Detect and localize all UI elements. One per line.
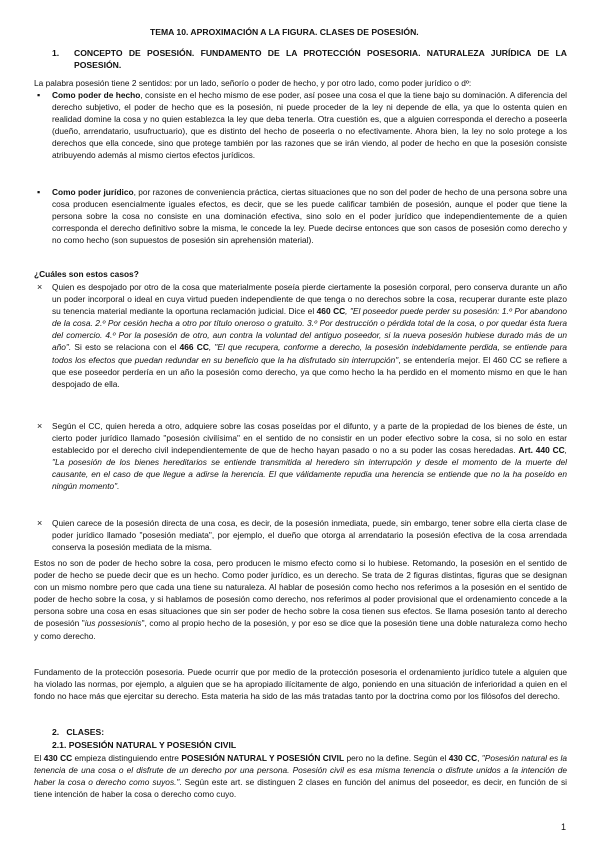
cases-heading: ¿Cuáles son estos casos? [34,269,139,279]
section-2-heading [52,727,104,737]
bullet-1-text: , consiste en el hecho mismo de ese poder, así posee una cosa el que la tiene bajo su dominación. A diferencia del derecho subjetivo, el poder de hecho que es la posesión, ni puede proceder de la ley ni depende de ella, ya que lo ostenta quien en realidad domine la cosa y no quien establezca la ley que deba tenerla. Otra cuestión es, que a alguien corresponda el derecho a poseerla (dueño, arrendatario, usufructuario), que es distinto del hecho de poseerla o no efectivamente. Ahora bien, la ley no solo protege a los derechos que ella concede, sino que protege también por las razones que se irán viendo, al poder de hecho en que la posesión consiste atribuyendo además al mismo ciertos efectos jurídicos. [52,90,567,161]
article-quote: , "El que recupera, conforme a derecho, la posesión indebidamente perdida, se entiende para todos los efectos que puedan redundar en su beneficio que la ha disfrutado sin interrupción" [52,342,567,365]
paragraph-text: El [34,753,44,763]
case-posesion-mediata: Quien carece de la posesión directa de una cosa, es decir, de la posesión inmediata, puede, sin embargo, tener sobre ella cierta clase de poder jurídico llamado "posesión mediata", por ejemplo, el dueño que otorga al arrendatario la posesión efectiva de la cosa arrendada conserva la posesión mediata de la misma. [52,518,567,553]
article-quote: , "El poseedor puede perder su posesión: 1.º Por abandono de la cosa. 2.º Por cesión hecha a otro por título oneroso o gratuito. 3.º Por destrucción o pérdida total de la cosa, o por quedar ésta fuera del comercio. 4.º Por la posesión de otro, aun contra la voluntad del antiguo poseedor, si la nueva posesión hubiese durado más de un año". [52,306,567,353]
cross-bullet-icon: × [37,282,43,292]
bullet-poder-juridico [52,186,567,246]
section-1-heading [52,47,567,71]
paragraph-text: empieza distinguiendo entre [72,753,182,763]
latin-term: ius possesionis [84,618,142,629]
case-herencia [52,420,567,493]
paragraph-text: pero no la define. Según el [344,753,449,763]
paragraph-posesion-civil [34,752,567,800]
article-ref: Art. 440 CC [518,445,565,456]
article-ref: 466 CC [179,342,209,353]
case-1-text: Quien es despojado por otro de la cosa que materialmente poseía pierde ciertamente la posesión corporal, pero conserva durante un año un poder incorporal o ideal en cuya virtud pueden independiente de que tenga o no derechos sobre la cosa, recuperar durante este plazo su tenencia material mediante la oportuna reclamación judicial. Dice el [52,282,567,317]
case-despojo [52,281,567,390]
section-2-number: 2. [52,727,60,737]
section-2-1-heading: 2.1. POSESIÓN NATURAL Y POSESIÓN CIVIL [52,740,237,750]
bullet-2-term: Como poder jurídico [52,187,134,197]
page-number: 1 [561,822,567,832]
paragraph-text: ", como al propio hecho de la posesión, y por eso se dice que la posesión tiene una doble naturaleza como hecho y como derecho. [34,618,567,641]
section-1-number: 1. [52,48,60,58]
section-1-title: CONCEPTO DE POSESIÓN. FUNDAMENTO DE LA PROTECCIÓN POSESORIA. NATURALEZA JURÍDICA DE LA POSESIÓN. [74,48,567,70]
article-ref: 430 CC [43,753,73,763]
case-1-text: Si esto se relaciona con el [71,342,180,353]
bullet-1-term: Como poder de hecho [52,90,141,100]
article-ref: 460 CC [316,306,346,317]
key-term: POSESIÓN NATURAL Y POSESIÓN CIVIL [181,753,345,763]
paragraph-text: Estos no son de poder de hecho sobre la cosa, pero producen le mismo efecto como si lo hubiese. Retomando, la posesión en el sentido de poder de hecho se puede decir que es un hecho. Como poder jurídico, es un derecho. Se trata de 2 figuras distintas, figuras que se designan con un mismo nombre pero que cada una tiene su naturaleza. Al hablar de posesión como hecho nos referimos a la posesión en el sentido de poder de hecho sobre la cosa, y si hablamos de posesión como derecho, nos referimos al poder provisional que el ordenamiento concede a la persona sobre una cosa en esas situaciones que sin ser poder de hecho sobre la cosa tienen sus efectos. Se llama posesión tanto al derecho de posesión " [34,558,567,629]
case-2-text: Según el CC, quien hereda a otro, adquiere sobre las cosas poseídas por el difunto, y a parte de la propiedad de los bienes de éste, un cierto poder jurídico llamado "posesión civilísima" en el sentido de no consistir en un poder efectivo sobre la cosa, si no solo en estar establecido por el derecho civil independientemente de que de hecho hayan pasado o no a su poder las cosas heredadas. [52,421,567,456]
cross-bullet-icon: × [37,518,43,528]
paragraph-fundamento: Fundamento de la protección posesoria. Puede ocurrir que por medio de la protección posesoria el ordenamiento jurídico tutele a alguien que ha violado las normas, por ejemplo, a alguien que se ha apropiado ilícitamente de algo, poniendo en una situación de inferioridad a quien en el fondo no hace más que ejercitar su derecho. Esta materia ha sido de las más tratadas tanto por la doctrina como por los filósofos del derecho. [34,667,567,702]
article-quote: , "La posesión de los bienes hereditarios se entiende transmitida al heredero sin interrupción y desde el momento de la muerte del causante, en el caso de que llegue a adirse la herencia. El que válidamente repudia una herencia se entiende que no la ha poseído en ningún momento". [52,445,568,492]
article-quote: "Posesión natural es la tenencia de una cosa o el disfrute de un derecho por una persona. Posesión civil es esa misma tenencia o disfrute unidos a la intención de haber la cosa o derecho como suyos." [34,753,567,788]
paragraph-doble-naturaleza [34,557,567,642]
bullet-2-text: , por razones de conveniencia práctica, ciertas situaciones que no son del poder de hecho de una persona sobre una cosa producen esencialmente iguales efectos, es decir, que se les puede calificar también de posesión, aunque el poder que tiene la persona sobre la cosa no consiste en una dominación efectiva, sino solo en el poder jurídico que independientemente de a quien corresponda el derecho definitivo sobre la misma, le concede la ley. Puede decirse entonces que son casos de posesión como derecho y no como hecho (son supuestos de posesión sin aprehensión material). [52,187,567,246]
square-bullet-icon: ▪ [37,90,41,100]
section-2-title: CLASES: [66,727,105,737]
bullet-poder-de-hecho [52,89,567,162]
article-ref: 430 CC [448,753,478,763]
square-bullet-icon: ▪ [37,187,41,197]
case-1-text: , se entendería mejor. El 460 CC se refiere a que ese poseedor perdería en un año la posesión como derecho, ya que como hecho la ha perdido en el momento mismo en que le han despojado de ella. [52,354,568,389]
paragraph-text: , [477,753,482,763]
cross-bullet-icon: × [37,421,43,431]
intro-paragraph: La palabra posesión tiene 2 sentidos: por un lado, señorío o poder de hecho, y por otro lado, como poder jurídico o dº: [34,78,472,88]
paragraph-text: . Según este art. se distinguen 2 clases en función del animus del poseedor, es decir, en función de si tiene intención de haber la cosa o derecho como cuyo. [34,777,568,800]
page-title: TEMA 10. APROXIMACIÓN A LA FIGURA. CLASES DE POSESIÓN. [150,27,419,37]
